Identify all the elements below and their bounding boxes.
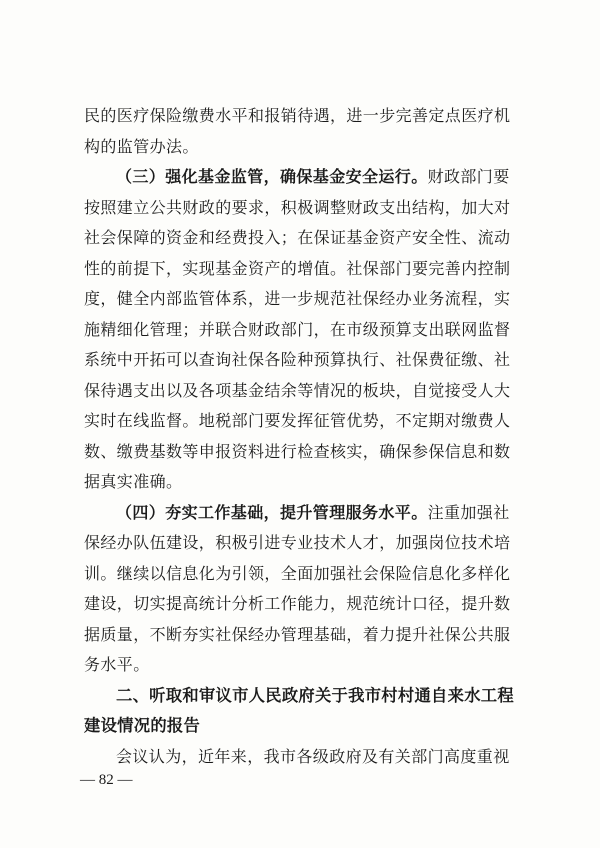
section-heading: 二、听取和审议市人民政府关于我市村村通自来水工程 [116, 685, 514, 705]
text-line: 据真实准确。 [84, 472, 183, 491]
text-line: 保经办队伍建设，积极引进专业技术人才，加强岗位技术培 [84, 533, 511, 552]
body-text [84, 101, 528, 772]
text-line: 构的监管办法。 [84, 136, 199, 156]
text-line: 实时在线监督。地税部门要发挥征管优势，不定期对缴费人 [84, 411, 511, 430]
text-span: 注重加强社 [427, 502, 510, 522]
text-line: 保待遇支出以及各项基金结余等情况的板块，自觉接受人大 [84, 380, 511, 400]
text-line: 民的医疗保险缴费水平和报销待遇，进一步完善定点医疗机 [84, 106, 511, 125]
text-line [84, 498, 528, 529]
text-line: 务水平。 [84, 655, 150, 674]
text-line [84, 162, 528, 193]
text-line: 施精细化管理；并联合财政部门，在市级预算支出联网监督 [84, 319, 511, 339]
subsection-heading: （三）强化基金监管，确保基金安全运行。 [116, 167, 428, 186]
text-line: 数、缴费基数等申报资料进行检查核实，确保参保信息和数 [84, 441, 511, 461]
section-heading: 建设情况的报告 [84, 716, 201, 735]
page-number: — 82 — [80, 772, 133, 788]
text-line: 建设，切实提高统计分析工作能力，规范统计口径，提升数 [84, 594, 511, 613]
text-line: 系统中开拓可以查询社保各险种预算执行、社保费征缴、社 [84, 350, 511, 369]
subsection-heading: （四）夯实工作基础，提升管理服务水平。 [116, 502, 428, 522]
text-span: 财政部门要 [427, 167, 510, 186]
text-line: 度，健全内部监管体系，进一步规范社保经办业务流程，实 [84, 289, 511, 308]
text-line: 据质量，不断夯实社保经办管理基础，着力提升社保公共服 [84, 624, 511, 644]
text-line: 性的前提下，实现基金资产的增值。社保部门要完善内控制 [84, 258, 511, 278]
text-line: 会议认为，近年来，我市各级政府及有关部门高度重视 [116, 746, 510, 766]
text-line: 按照建立公共财政的要求，积极调整财政支出结构，加大对 [84, 197, 511, 217]
text-line: 社会保障的资金和经费投入；在保证基金资产安全性、流动 [84, 228, 511, 247]
text-line: 训。继续以信息化为引领，全面加强社会保险信息化多样化 [84, 563, 511, 583]
